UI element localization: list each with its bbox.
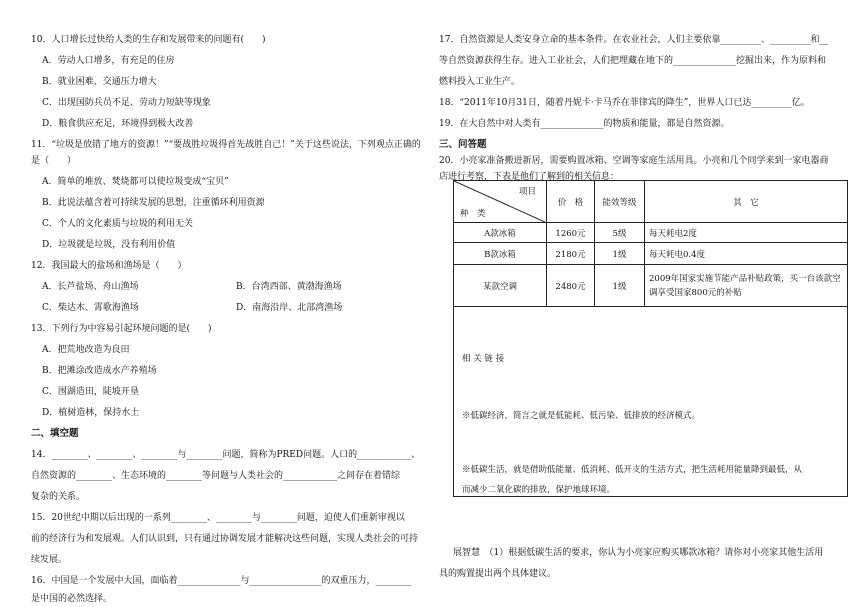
section-qa-heading: 三、问答题: [439, 139, 487, 150]
row-energy-grade: 5级: [595, 223, 645, 243]
table-row: [454, 265, 848, 307]
q11-stem-line1: 11．“垃圾是放错了地方的资源！”“要战胜垃圾得首先战胜自己！”关于这些说法，下列观点正确的: [31, 140, 421, 150]
header-price: 价 格: [547, 181, 595, 223]
header-diagonal-cell: [454, 181, 547, 223]
q20-line2: 店进行考察，下表是他们了解到的相关信息：: [439, 172, 620, 182]
q20-task-line2: 具的购置提出两个具体建议。: [439, 569, 557, 579]
row-price: 2180元: [547, 243, 595, 265]
q15-line3: 续发展。: [31, 555, 68, 565]
q19-text: 19．在大自然中对人类有______________的物质和能量，都是自然资源。: [439, 119, 730, 129]
q12-stem: 12．我国最大的盐场和渔场是（ ）: [31, 261, 187, 271]
row-other: 每天耗电2度: [645, 223, 848, 243]
q14-line3: 复杂的关系。: [31, 492, 86, 502]
q16-line2: 是中国的必然选择。: [31, 594, 113, 604]
table-row: [454, 223, 848, 243]
section-fill-in-heading: 二、填空题: [31, 428, 79, 439]
q11-option-d: D．垃圾就是垃圾，没有利用价值: [42, 240, 176, 250]
q10-stem: 10．人口增长过快给人类的生存和发展带来的问题有( ): [31, 35, 266, 45]
q10-option-c: C．出现国防兵员不足、劳动力短缺等现象: [42, 98, 211, 108]
q17-line3: 燃料投入工业生产。: [439, 77, 521, 87]
q13-option-d: D．植树造林，保持水土: [42, 408, 140, 418]
header-energy-grade: 能效等级: [595, 181, 645, 223]
q12-option-c: C．柴达木、霄歌海渔场: [42, 303, 139, 313]
q10-option-a: A．劳动人口增多，有充足的住房: [42, 56, 175, 66]
product-info-table: [453, 180, 848, 497]
q14-line1: 14．________、________、________与________问题，简称为PRED问题。人口的____________、: [31, 450, 421, 460]
q13-stem: 13．下列行为中容易引起环境问题的是( ): [31, 324, 212, 334]
header-other: 其 它: [645, 181, 848, 223]
q14-line2: 自然资源的________、生态环境的________等问题与人类社会的____________之间存在着错综: [31, 471, 401, 481]
related-links-cell: [454, 307, 848, 497]
row-energy-grade: 1级: [595, 265, 645, 307]
row-kind: B款冰箱: [454, 243, 547, 265]
low-carbon-life-note-line2: 而减少二氧化碳的排放，保护地球环境。: [462, 485, 616, 495]
q18-text: 18．“2011年10月31日，随着丹妮卡·卡马乔在菲律宾的降生”，世界人口已达_________亿。: [439, 98, 810, 108]
q13-option-b: B．把滩涂改造成水产养殖场: [42, 366, 157, 376]
q12-option-b: B．台湾西部、黄渤海渔场: [236, 282, 342, 292]
related-links-title: 相 关 链 接: [462, 354, 505, 364]
q12-option-d: D．南海沿岸、北部湾渔场: [236, 303, 343, 313]
row-kind: A款冰箱: [454, 223, 547, 243]
table-header-row: [454, 181, 848, 223]
q11-option-a: A．简单的堆放、焚烧都可以使垃圾变成“宝贝”: [42, 177, 229, 187]
row-other: 每天耗电0.4度: [645, 243, 848, 265]
q15-line1: 15．20世纪中期以后出现的一系列________、________与________问题，迫使人们重新审视以: [31, 513, 405, 523]
q20-line1: 20．小亮家准备搬进新居，需要购置冰箱、空调等家庭生活用具。小亮和几个同学来到一家电器商: [439, 156, 829, 166]
q13-option-c: C．围湖造田，陡坡开垦: [42, 387, 139, 397]
q12-option-a: A．长芦盐场、舟山渔场: [42, 282, 139, 292]
q20-task-line1: 展智慧 （1）根据低碳生活的要求，你认为小亮家应购买哪款冰箱？请你对小亮家其他生活用: [453, 548, 824, 558]
q11-stem-line2: 是（ ）: [31, 156, 77, 166]
related-links-row: [454, 307, 848, 497]
q17-line2: 等自然资源获得生存。进入工业社会，人们把埋藏在地下的______________挖掘出来，作为原料和: [439, 56, 827, 66]
low-carbon-economy-note: ※低碳经济，简言之就是低能耗、低污染、低排放的经济模式。: [462, 411, 701, 421]
row-price: 2480元: [547, 265, 595, 307]
q15-line2: 前的经济行为和发展观。人们认识到，只有通过协调发展才能解决这些问题，实现人类社会的可持: [31, 534, 419, 544]
q13-option-a: A．把荒地改造为良田: [42, 345, 130, 355]
row-kind: 某款空调: [454, 265, 547, 307]
q10-option-d: D．粮食供应充足，环境得到极大改善: [42, 119, 194, 129]
header-item-label: 项目: [518, 187, 536, 197]
header-kind-label: 种 类: [460, 209, 486, 219]
table-row: [454, 243, 848, 265]
low-carbon-life-note-line1: ※低碳生活，就是借助低能量、低消耗、低开支的生活方式，把生活耗用能量降到最低，从: [462, 465, 803, 475]
q17-line1: 17．自然资源是人类安身立命的基本条件。在农业社会，人们主要依靠_________、_________和__: [439, 35, 829, 45]
q11-option-b: B．此说法蕴含着可持续发展的思想，注重循环利用资源: [42, 198, 265, 208]
row-other: 2009年国家实施节能产品补贴政策，买一台该款空调享受国家800元的补贴: [645, 265, 848, 307]
q11-option-c: C．个人的文化素质与垃圾的利用无关: [42, 219, 193, 229]
q10-option-b: B．就业困难、交通压力增大: [42, 77, 157, 87]
q16-line1: 16．中国是一个发展中大国，面临着______________与________________的双重压力，________: [31, 576, 412, 586]
row-energy-grade: 1级: [595, 243, 645, 265]
row-price: 1260元: [547, 223, 595, 243]
